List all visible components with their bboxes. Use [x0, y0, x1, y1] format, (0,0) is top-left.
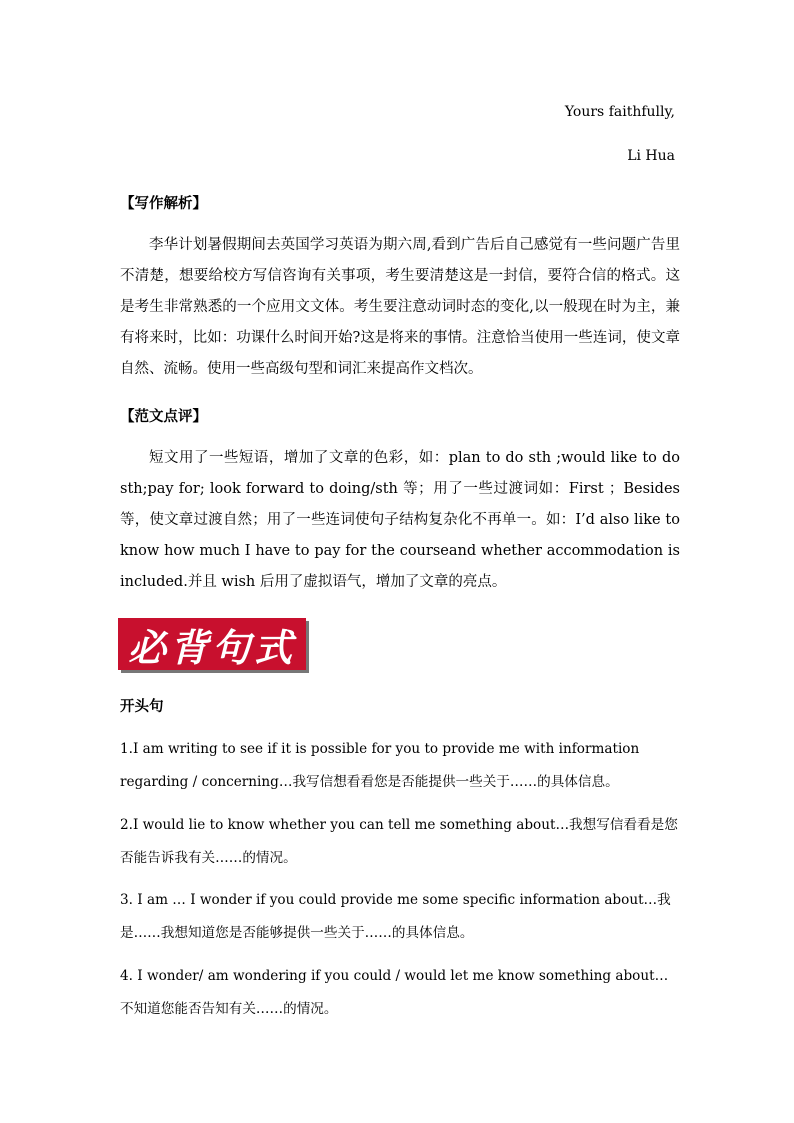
sample-review-body: 短文用了一些短语，增加了文章的色彩，如：plan to do sth ;would like to do sth;pay for; look forward to doing/sth 等；用了一些过渡词如：First ；Besides 等，使文章过渡自然；用了一些连词使句子结构复杂化不再单一。如：I’d also like to know how much I have to pay for the courseand whether accommodation is included.并且 wish 后用了虚拟语气，增加了文章的亮点。 [120, 450, 680, 590]
sentence-item-2: 2.I would lie to know whether you can tell me something about…我想写信看看是您否能告诉我有关……的情况。 [120, 817, 678, 866]
sample-review-heading: 【范文点评】 [120, 408, 207, 425]
sentence-item-4: 4. I wonder/ am wondering if you could / would let me know something about…不知道您能否告知有关……的情况。 [120, 968, 669, 1017]
opening-sentences-heading: 开头句 [120, 698, 164, 715]
sentence-item-3: 3. I am … I wonder if you could provide me some specific information about…我是……我想知道您是否能够提供一些关于……的具体信息。 [120, 892, 671, 941]
writing-analysis-body: 李华计划暑假期间去英国学习英语为期六周,看到广告后自己感觉有一些问题广告里不清楚，想要给校方写信咨询有关事项，考生要清楚这是一封信，要符合信的格式。这是考生非常熟悉的一个应用文文体。考生要注意动词时态的变化,以一般现在时为主，兼有将来时，比如：功课什么时间开始?这是将来的事情。注意恰当使用一些连词，使文章自然、流畅。使用一些高级句型和词汇来提高作文档次。 [120, 237, 680, 377]
section-banner: 必背句式 [118, 618, 306, 670]
sentence-item-1: 1.I am writing to see if it is possible for you to provide me with information regarding / concerning…我写信想看看您是否能提供一些关于……的具体信息。 [120, 741, 640, 790]
letter-signature: Li Hua [627, 148, 675, 164]
writing-analysis-heading: 【写作解析】 [120, 195, 207, 212]
letter-sign-off: Yours faithfully, [564, 104, 675, 120]
